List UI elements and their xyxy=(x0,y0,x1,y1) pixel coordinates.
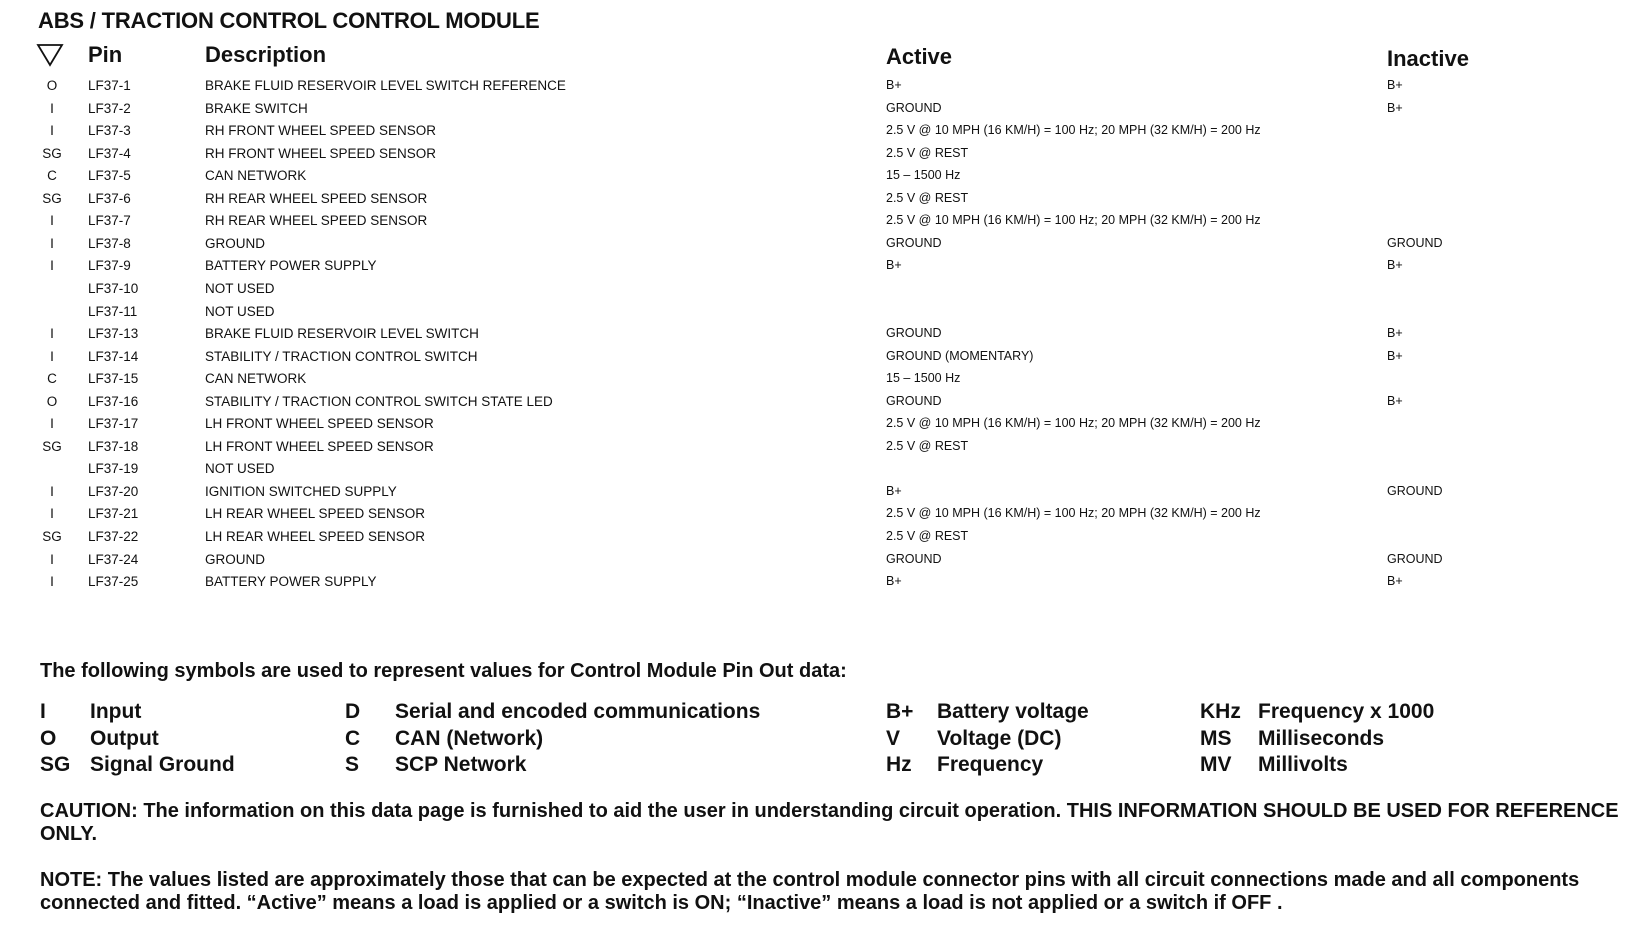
active-value: 2.5 V @ 10 MPH (16 KM/H) = 100 Hz; 20 MPH (32 KM/H) = 200 Hz xyxy=(886,416,1261,431)
pin-description: CAN NETWORK xyxy=(205,168,307,184)
pin-symbol: I xyxy=(50,123,54,139)
triangle-down-icon xyxy=(36,42,64,68)
table-row xyxy=(0,281,1648,303)
pin-description: CAN NETWORK xyxy=(205,371,307,387)
legend-symbol: O xyxy=(40,727,57,750)
pin-description: GROUND xyxy=(205,235,265,251)
legend-symbol: Hz xyxy=(886,753,912,776)
pin-number: LF37-20 xyxy=(88,483,139,499)
caution-text: CAUTION: The information on this data page is furnished to aid the user in understanding circuit operation. THIS INFORMATION SHOULD BE USED FOR REFERENCE ONLY. xyxy=(40,800,1619,845)
pin-number: LF37-11 xyxy=(88,303,138,319)
pin-description: STABILITY / TRACTION CONTROL SWITCH STATE LED xyxy=(205,393,553,409)
legend-symbol: I xyxy=(40,700,46,723)
pin-number: LF37-2 xyxy=(88,100,131,116)
pin-description: BATTERY POWER SUPPLY xyxy=(205,574,377,590)
active-value: 2.5 V @ REST xyxy=(886,190,969,205)
legend-symbol: S xyxy=(345,753,360,776)
pin-symbol: SG xyxy=(42,145,62,161)
table-row xyxy=(0,461,1648,483)
table-row xyxy=(0,191,1648,213)
legend-label: Millivolts xyxy=(1258,753,1348,776)
table-row xyxy=(0,506,1648,528)
table-row xyxy=(0,552,1648,574)
legend-symbol: V xyxy=(886,727,901,750)
active-value: 2.5 V @ REST xyxy=(886,438,969,453)
legend-symbol: D xyxy=(345,700,361,723)
table-row xyxy=(0,349,1648,371)
active-value: 2.5 V @ 10 MPH (16 KM/H) = 100 Hz; 20 MPH (32 KM/H) = 200 Hz xyxy=(886,123,1261,138)
inactive-value: B+ xyxy=(1387,393,1403,408)
active-value: GROUND xyxy=(886,100,942,115)
pin-description: IGNITION SWITCHED SUPPLY xyxy=(205,483,397,499)
table-row xyxy=(0,78,1648,100)
pin-number: LF37-9 xyxy=(88,258,131,274)
pin-symbol: I xyxy=(50,258,54,274)
pin-symbol: SG xyxy=(42,529,62,544)
pin-symbol: I xyxy=(50,213,54,229)
pin-description: STABILITY / TRACTION CONTROL SWITCH xyxy=(205,348,478,364)
pin-symbol: I xyxy=(50,506,54,522)
active-value: 15 – 1500 Hz xyxy=(886,371,961,386)
inactive-value: B+ xyxy=(1387,78,1403,92)
pin-description: BRAKE FLUID RESERVOIR LEVEL SWITCH xyxy=(205,326,479,342)
table-row xyxy=(0,168,1648,190)
table-row xyxy=(0,101,1648,123)
pin-description: NOT USED xyxy=(205,280,275,296)
page-title: ABS / TRACTION CONTROL CONTROL MODULE xyxy=(38,8,540,33)
table-row xyxy=(0,258,1648,280)
inactive-value: GROUND xyxy=(1387,551,1443,566)
active-value: 15 – 1500 Hz xyxy=(886,168,961,183)
legend-label: Voltage (DC) xyxy=(937,727,1062,750)
pin-description: LH FRONT WHEEL SPEED SENSOR xyxy=(205,438,434,454)
inactive-value: B+ xyxy=(1387,100,1403,115)
pin-number: LF37-22 xyxy=(88,529,139,544)
table-row xyxy=(0,236,1648,258)
pin-description: RH REAR WHEEL SPEED SENSOR xyxy=(205,190,428,206)
pin-number: LF37-18 xyxy=(88,438,139,454)
pin-description: BRAKE FLUID RESERVOIR LEVEL SWITCH REFERENCE xyxy=(205,78,566,93)
inactive-value: B+ xyxy=(1387,348,1403,363)
table-row xyxy=(0,484,1648,506)
active-value: 2.5 V @ 10 MPH (16 KM/H) = 100 Hz; 20 MPH (32 KM/H) = 200 Hz xyxy=(886,213,1261,228)
pin-symbol: O xyxy=(46,393,58,409)
inactive-value: GROUND xyxy=(1387,235,1443,250)
pin-symbol: I xyxy=(50,326,54,342)
pin-number: LF37-14 xyxy=(88,348,139,364)
legend-label: Output xyxy=(90,727,159,750)
pin-description: NOT USED xyxy=(205,303,275,319)
pin-number: LF37-1 xyxy=(88,78,131,93)
note-text: NOTE: The values listed are approximately those that can be expected at the control module connector pins with all circuit connections made and all components connected and fitted. “Active” means a load is applied or a switch is ON; “Inactive” means a load is not applied or a switch if OFF . xyxy=(40,869,1580,914)
pin-number: LF37-24 xyxy=(88,551,139,567)
active-value: B+ xyxy=(886,574,902,589)
pin-number: LF37-25 xyxy=(88,574,139,590)
header-active: Active xyxy=(886,44,953,69)
table-row xyxy=(0,394,1648,416)
pin-description: BRAKE SWITCH xyxy=(205,100,308,116)
legend-label: Frequency x 1000 xyxy=(1258,700,1435,723)
legend-label: Input xyxy=(90,700,142,723)
inactive-value: GROUND xyxy=(1387,483,1443,498)
active-value: GROUND (MOMENTARY) xyxy=(886,348,1034,363)
legend-label: SCP Network xyxy=(395,753,527,776)
table-row xyxy=(0,371,1648,393)
pin-symbol: I xyxy=(50,551,54,567)
pin-description: RH FRONT WHEEL SPEED SENSOR xyxy=(205,123,437,139)
legend-intro: The following symbols are used to represent values for Control Module Pin Out data: xyxy=(40,660,847,682)
header-pin: Pin xyxy=(88,42,123,67)
inactive-value: B+ xyxy=(1387,574,1403,589)
pin-number: LF37-13 xyxy=(88,326,139,342)
inactive-value: B+ xyxy=(1387,326,1403,341)
pin-number: LF37-7 xyxy=(88,213,131,229)
pin-number: LF37-21 xyxy=(88,506,139,522)
pin-description: NOT USED xyxy=(205,461,275,477)
active-value: GROUND xyxy=(886,393,942,408)
legend-label: Battery voltage xyxy=(937,700,1089,723)
pin-symbol: O xyxy=(46,78,58,93)
header-inactive: Inactive xyxy=(1387,46,1469,71)
table-row xyxy=(0,416,1648,438)
pin-number: LF37-19 xyxy=(88,461,139,477)
legend-symbol: MS xyxy=(1200,727,1232,750)
legend-symbol: MV xyxy=(1200,753,1232,776)
pin-number: LF37-8 xyxy=(88,235,131,251)
pin-description: GROUND xyxy=(205,551,265,567)
legend-label: Signal Ground xyxy=(90,753,235,776)
pin-number: LF37-16 xyxy=(88,393,139,409)
active-value: GROUND xyxy=(886,551,942,566)
pin-symbol: I xyxy=(50,348,54,364)
pin-description: LH REAR WHEEL SPEED SENSOR xyxy=(205,529,426,544)
active-value: 2.5 V @ REST xyxy=(886,529,969,543)
table-row xyxy=(0,304,1648,326)
active-value: GROUND xyxy=(886,326,942,341)
pin-symbol: SG xyxy=(42,190,62,206)
pin-number: LF37-4 xyxy=(88,145,131,161)
pin-description: LH FRONT WHEEL SPEED SENSOR xyxy=(205,416,434,432)
table-row xyxy=(0,529,1648,551)
legend-label: Serial and encoded communications xyxy=(395,700,761,723)
active-value: 2.5 V @ 10 MPH (16 KM/H) = 100 Hz; 20 MPH (32 KM/H) = 200 Hz xyxy=(886,506,1261,521)
pin-symbol: C xyxy=(47,371,57,387)
pin-symbol: C xyxy=(47,168,57,184)
legend-label: CAN (Network) xyxy=(395,727,544,750)
pin-description: LH REAR WHEEL SPEED SENSOR xyxy=(205,506,426,522)
pin-description: RH FRONT WHEEL SPEED SENSOR xyxy=(205,145,437,161)
pin-symbol: SG xyxy=(42,438,62,454)
pin-symbol: I xyxy=(50,235,54,251)
active-value: B+ xyxy=(886,483,902,498)
pin-symbol: I xyxy=(50,100,54,116)
legend-symbol: B+ xyxy=(886,700,914,723)
active-value: 2.5 V @ REST xyxy=(886,145,969,160)
table-row xyxy=(0,439,1648,461)
legend-symbol: KHz xyxy=(1200,700,1241,723)
pin-number: LF37-5 xyxy=(88,168,131,184)
pin-symbol: I xyxy=(50,574,54,590)
pin-number: LF37-10 xyxy=(88,280,139,296)
table-row xyxy=(0,213,1648,235)
inactive-value: B+ xyxy=(1387,258,1403,273)
active-value: B+ xyxy=(886,78,902,92)
pin-description: RH REAR WHEEL SPEED SENSOR xyxy=(205,213,428,229)
pin-symbol: I xyxy=(50,483,54,499)
pin-number: LF37-6 xyxy=(88,190,131,206)
pin-number: LF37-3 xyxy=(88,123,131,139)
table-row xyxy=(0,574,1648,596)
table-row xyxy=(0,146,1648,168)
pin-number: LF37-17 xyxy=(88,416,139,432)
pin-number: LF37-15 xyxy=(88,371,139,387)
table-row xyxy=(0,123,1648,145)
active-value: GROUND xyxy=(886,235,942,250)
legend-symbol: C xyxy=(345,727,361,750)
active-value: B+ xyxy=(886,258,902,273)
legend-symbol: SG xyxy=(40,753,71,776)
legend-label: Milliseconds xyxy=(1258,727,1385,750)
pin-symbol: I xyxy=(50,416,54,432)
legend-label: Frequency xyxy=(937,753,1044,776)
header-description: Description xyxy=(205,42,327,67)
pin-description: BATTERY POWER SUPPLY xyxy=(205,258,377,274)
table-row xyxy=(0,326,1648,348)
